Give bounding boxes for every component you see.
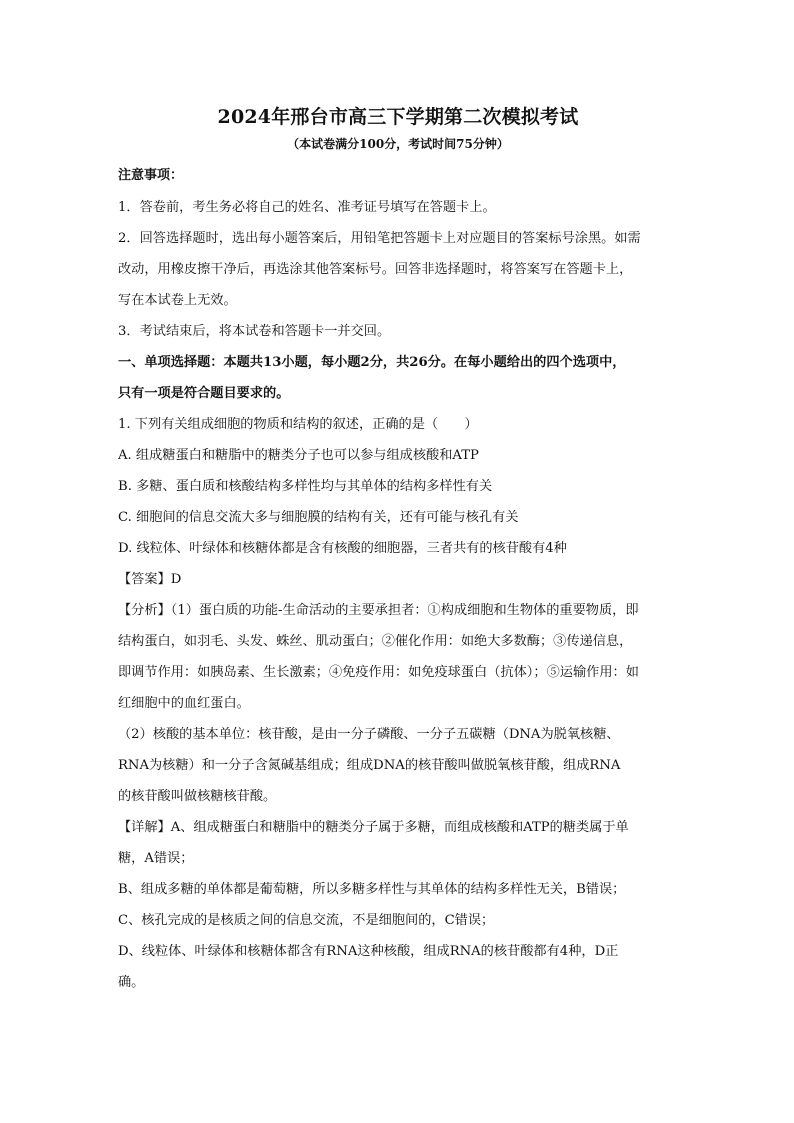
- analysis-1-line-4: 红细胞中的血红蛋白。: [118, 696, 250, 711]
- notes-item-3: 3．考试结束后，将本试卷和答题卡一并交回。: [118, 324, 391, 339]
- detail-a: [118, 812, 678, 874]
- analysis-2-line-2: RNA为核糖）和一分子含氮碱基组成；组成DNA的核苷酸叫做脱氧核苷酸，组成RNA: [118, 758, 621, 773]
- option-c: C. 细胞间的信息交流大多与细胞膜的结构有关，还有可能与核孔有关: [118, 510, 519, 525]
- option-d: D. 线粒体、叶绿体和核糖体都是含有核酸的细胞器，三者共有的核苷酸有4种: [118, 541, 567, 556]
- notes-item-2-line-2: 改动，用橡皮擦干净后，再选涂其他答案标号。回答非选择题时，将答案写在答题卡上，: [118, 262, 633, 277]
- detail-a-line-1: 【详解】A、组成糖蛋白和糖脂中的糖类分子属于多糖，而组成核酸和ATP的糖类属于单: [118, 820, 629, 835]
- section-heading-line-2: 只有一项是符合题目要求的。: [118, 386, 290, 401]
- exam-title: 2024年邢台市高三下学期第二次模拟考试: [217, 106, 579, 128]
- detail-b: B、组成多糖的单体都是葡萄糖，所以多糖多样性与其单体的结构多样性无关，B错误；: [118, 882, 626, 897]
- analysis-1-line-3: 即调节作用：如胰岛素、生长激素；④免疫作用：如免疫球蛋白（抗体）；⑤运输作用：如: [118, 665, 639, 680]
- analysis-1-line-2: 结构蛋白，如羽毛、头发、蛛丝、肌动蛋白；②催化作用：如绝大多数酶；③传递信息，: [118, 634, 633, 649]
- detail-d-line-2: 确。: [118, 975, 145, 990]
- detail-c: C、核孔完成的是核质之间的信息交流，不是细胞间的，C错误；: [118, 913, 495, 928]
- option-a: A. 组成糖蛋白和糖脂中的糖类分子也可以参与组成核酸和ATP: [118, 448, 479, 463]
- analysis-part-1: [118, 595, 678, 719]
- notes-item-2-line-1: 2．回答选择题时，选出每小题答案后，用铅笔把答题卡上对应题目的答案标号涂黑。如需: [118, 231, 641, 246]
- option-b: B. 多糖、蛋白质和核酸结构多样性均与其单体的结构多样性有关: [118, 479, 493, 494]
- notes-item-2: [118, 223, 678, 316]
- notes-item-2-line-3: 写在本试卷上无效。: [118, 293, 237, 308]
- section-heading: [118, 347, 678, 409]
- detail-a-line-2: 糖，A错误；: [118, 851, 194, 866]
- exam-subtitle: （本试卷满分100分，考试时间75分钟）: [287, 137, 509, 151]
- page-content: [118, 100, 678, 998]
- answer: 【答案】D: [118, 572, 182, 587]
- analysis-part-2: [118, 719, 678, 812]
- detail-d-line-1: D、线粒体、叶绿体和核糖体都含有RNA这种核酸，组成RNA的核苷酸都有4种，D正: [118, 944, 619, 959]
- analysis-2-line-3: 的核苷酸叫做核糖核苷酸。: [118, 789, 277, 804]
- detail-d: [118, 936, 678, 998]
- section-heading-line-1: 一、单项选择题：本题共13小题，每小题2分，共26分。在每小题给出的四个选项中，: [118, 355, 626, 370]
- notes-item-1: 1．答卷前，考生务必将自己的姓名、准考证号填写在答题卡上。: [118, 200, 496, 215]
- analysis-2-line-1: （2）核酸的基本单位：核苷酸，是由一分子磷酸、一分子五碳糖（DNA为脱氧核糖、: [118, 727, 620, 742]
- analysis-1-line-1: 【分析】（1）蛋白质的功能-生命活动的主要承担者：①构成细胞和生物体的重要物质，即: [118, 603, 639, 618]
- question-stem: 1. 下列有关组成细胞的物质和结构的叙述，正确的是（ ）: [118, 417, 478, 432]
- notes-heading: 注意事项：: [118, 168, 184, 183]
